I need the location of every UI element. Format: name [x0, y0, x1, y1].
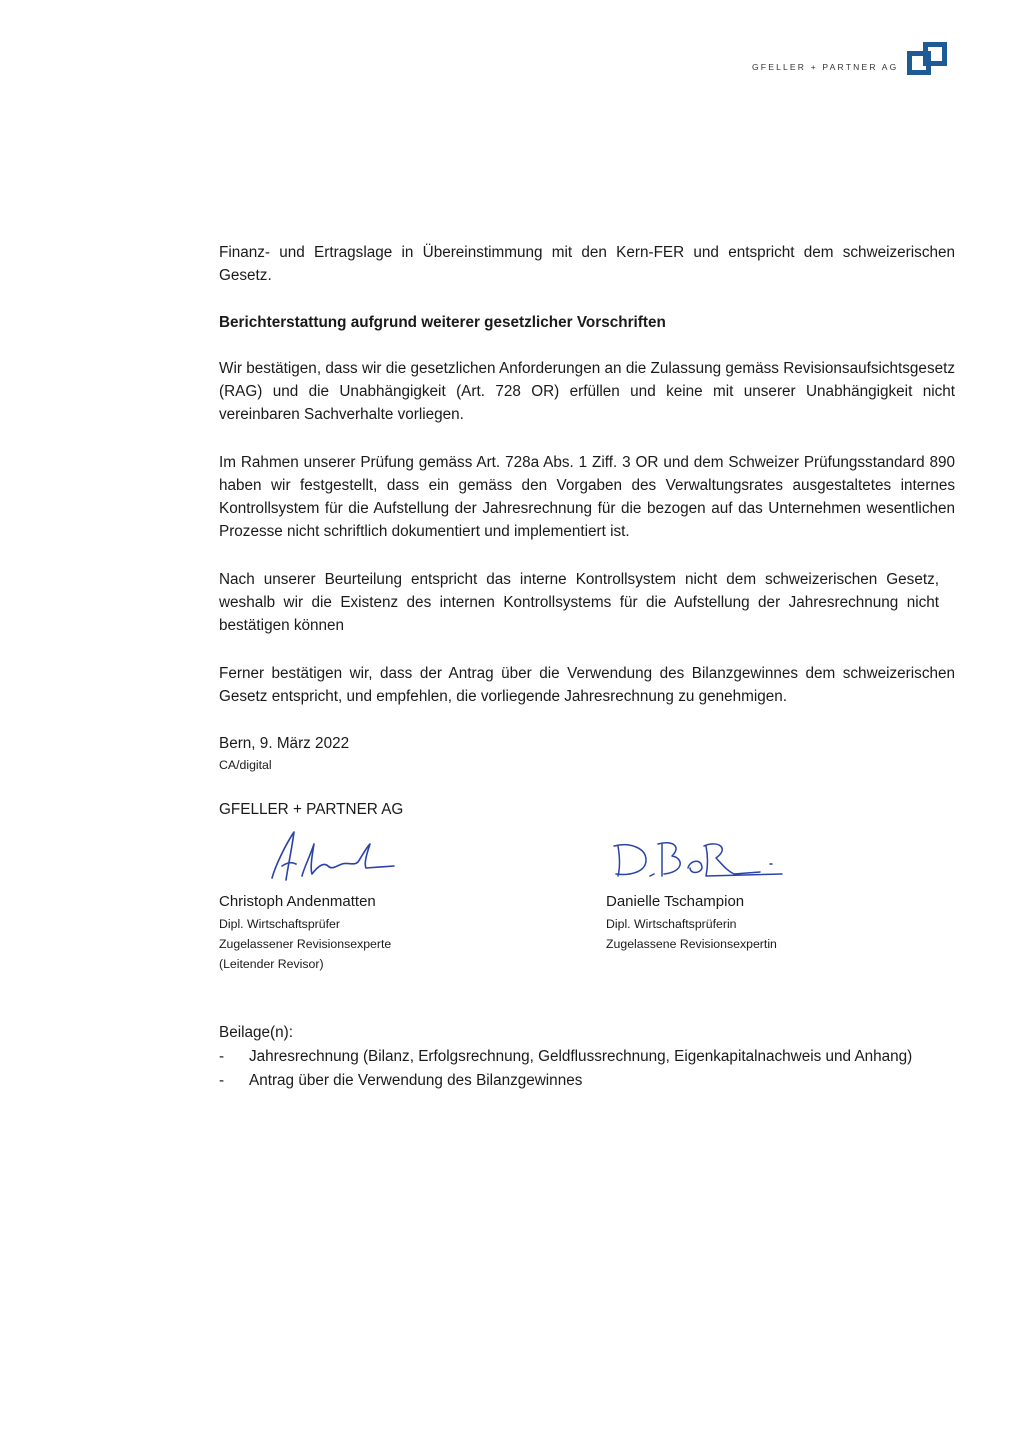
signatory-title: Dipl. Wirtschaftsprüfer	[219, 917, 340, 931]
signatory-name: Christoph Andenmatten	[219, 893, 376, 910]
list-bullet: -	[219, 1048, 225, 1065]
firm-name: GFELLER + PARTNER AG	[219, 801, 404, 818]
list-item-text: Antrag über die Verwendung des Bilanzgewinnes	[249, 1072, 583, 1089]
signatory-title: Zugelassene Revisionsexpertin	[606, 937, 777, 951]
signatory-title: Dipl. Wirtschaftsprüferin	[606, 917, 737, 931]
section-heading: Berichterstattung aufgrund weiterer gesetzlicher Vorschriften	[219, 314, 666, 331]
list-item-text: Jahresrechnung (Bilanz, Erfolgsrechnung, Geldflussrechnung, Eigenkapitalnachweis und Anhang)	[249, 1048, 913, 1065]
list-item	[219, 1069, 582, 1092]
signature-tschampion	[610, 834, 790, 882]
signatory-name: Danielle Tschampion	[606, 893, 745, 910]
header-brand: GFELLER + PARTNER AG	[752, 62, 899, 72]
paragraph-independence: Wir bestätigen, dass wir die gesetzlichen Anforderungen an die Zulassung gemäss Revisionsaufsichtsgesetz (RAG) und die Unabhängigkeit (Art. 728 OR) erfüllen und keine mit unserer Unabhängigkeit nicht vereinbaren Sachverhalte vorliegen.	[219, 360, 955, 423]
enclosures-label: Beilage(n):	[219, 1024, 293, 1041]
company-logo-icon	[907, 42, 947, 75]
signatory-role: (Leitender Revisor)	[219, 957, 324, 971]
paragraph-profit-appropriation: Ferner bestätigen wir, dass der Antrag über die Verwendung des Bilanzgewinnes dem schweizerischen Gesetz entspricht, und empfehlen, die vorliegende Jahresrechnung zu genehmigen.	[219, 665, 955, 705]
signature-andenmatten	[262, 826, 402, 886]
place-date: Bern, 9. März 2022	[219, 735, 350, 752]
list-bullet: -	[219, 1072, 225, 1089]
paragraph-ics-finding: Im Rahmen unserer Prüfung gemäss Art. 728a Abs. 1 Ziff. 3 OR und dem Schweizer Prüfungsstandard 890 haben wir festgestellt, dass ein gemäss den Vorgaben des Verwaltungsrates ausgestaltetes internes Kontrollsystem für die Aufstellung der Jahresrechnung für die bezogen auf das Unternehmen wesentlichen Prozesse nicht schriftlich dokumentiert und implementiert ist.	[219, 454, 955, 540]
paragraph-conclusion: Finanz- und Ertragslage in Übereinstimmung mit den Kern-FER und entspricht dem schweizerischen Gesetz.	[219, 244, 955, 284]
signatory-title: Zugelassener Revisionsexperte	[219, 937, 392, 951]
paragraph-ics-opinion: Nach unserer Beurteilung entspricht das interne Kontrollsystem nicht dem schweizerischen Gesetz, weshalb wir die Existenz des internen Kontrollsystems für die Aufstellung der Jahresrechnung nicht bestätigen können	[219, 571, 939, 634]
signature-note: CA/digital	[219, 758, 272, 772]
list-item	[219, 1045, 912, 1068]
